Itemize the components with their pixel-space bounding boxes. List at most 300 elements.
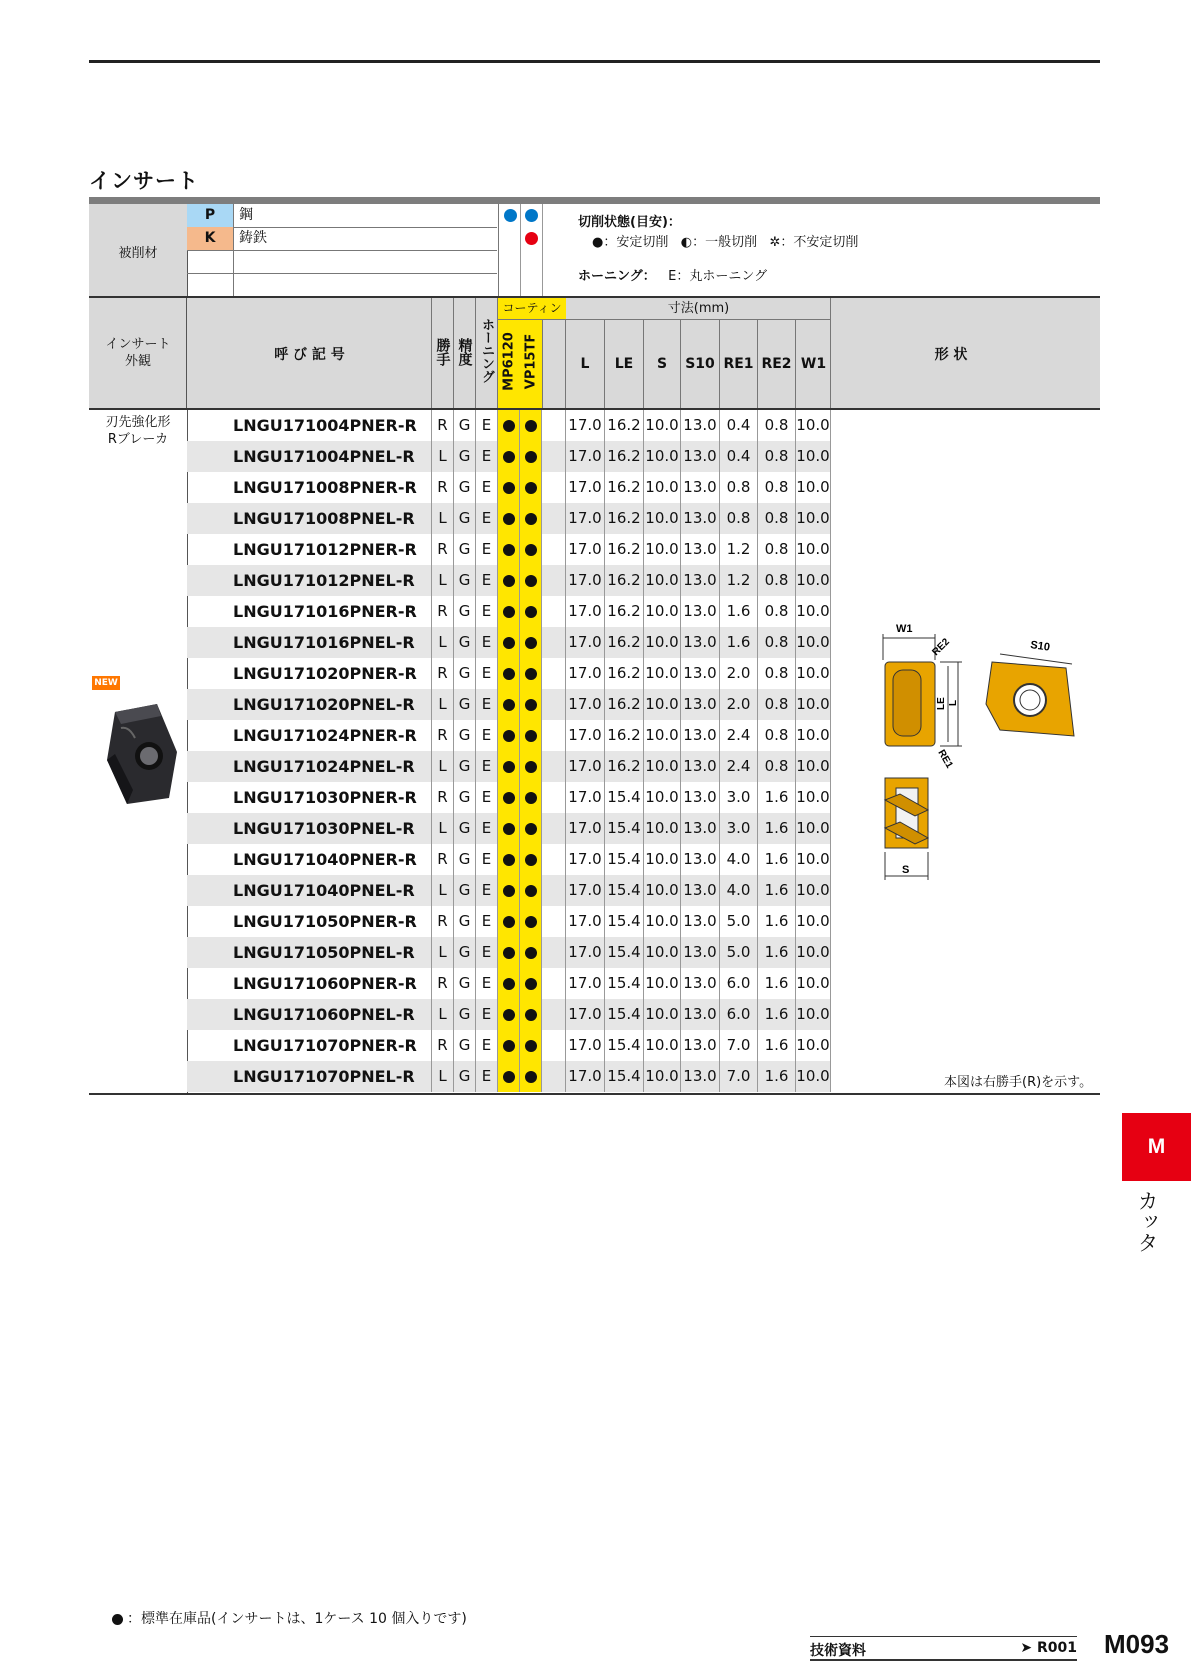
header-dim-re2: RE2 bbox=[758, 320, 796, 408]
cell-s10: 13.0 bbox=[681, 472, 720, 503]
empty-cell bbox=[542, 596, 566, 627]
cell-hon: E bbox=[476, 999, 498, 1030]
cell-w1: 10.0 bbox=[796, 906, 831, 937]
cell-w1: 10.0 bbox=[796, 999, 831, 1030]
cell-re1: 2.4 bbox=[720, 751, 758, 782]
stock-dot-icon bbox=[503, 513, 515, 525]
material-row-empty bbox=[187, 250, 497, 274]
cell-w1: 10.0 bbox=[796, 689, 831, 720]
stock-dot-icon bbox=[525, 482, 537, 494]
label-le: LE bbox=[936, 697, 947, 710]
stock-dot-cell bbox=[498, 689, 520, 720]
insert-designation: LNGU171016PNER-R bbox=[187, 596, 432, 627]
cell-le: 16.2 bbox=[605, 627, 644, 658]
header-dim-le: LE bbox=[605, 320, 644, 408]
cell-s10: 13.0 bbox=[681, 503, 720, 534]
cell-s10: 13.0 bbox=[681, 596, 720, 627]
cutting-condition-title: 切削状態(目安)： bbox=[578, 215, 681, 230]
cell-re2: 0.8 bbox=[758, 627, 796, 658]
table-row bbox=[187, 1030, 843, 1061]
cell-s: 10.0 bbox=[644, 906, 681, 937]
section-tab-letter[interactable]: M bbox=[1122, 1113, 1191, 1181]
table-row bbox=[187, 875, 843, 906]
stock-dot-cell bbox=[498, 410, 520, 441]
section-title: インサート bbox=[89, 169, 199, 193]
header-grade2-label: VP15TF bbox=[523, 333, 539, 390]
stock-dot-cell bbox=[520, 627, 542, 658]
side-view-drawing bbox=[885, 778, 928, 880]
stock-dot-cell bbox=[498, 782, 520, 813]
stock-dot-cell bbox=[498, 937, 520, 968]
cell-l: 17.0 bbox=[566, 658, 605, 689]
cell-l: 17.0 bbox=[566, 1061, 605, 1092]
cell-acc: G bbox=[454, 472, 476, 503]
cell-hon: E bbox=[476, 875, 498, 906]
empty-cell bbox=[542, 565, 566, 596]
cell-s10: 13.0 bbox=[681, 410, 720, 441]
insert-designation: LNGU171070PNEL-R bbox=[187, 1061, 432, 1092]
cell-hand: L bbox=[432, 565, 454, 596]
cell-s10: 13.0 bbox=[681, 441, 720, 472]
cell-hand: L bbox=[432, 689, 454, 720]
cell-acc: G bbox=[454, 875, 476, 906]
cell-re2: 0.8 bbox=[758, 720, 796, 751]
cell-acc: G bbox=[454, 503, 476, 534]
cell-hand: R bbox=[432, 658, 454, 689]
stock-dot-cell bbox=[520, 720, 542, 751]
cell-s10: 13.0 bbox=[681, 782, 720, 813]
cell-hon: E bbox=[476, 534, 498, 565]
header-insert-appearance-label: インサート 外観 bbox=[105, 337, 171, 369]
stock-dot-cell bbox=[520, 906, 542, 937]
cutting-condition-legend bbox=[578, 213, 858, 287]
empty-cell bbox=[542, 627, 566, 658]
stock-dot-cell bbox=[498, 968, 520, 999]
header-designation bbox=[187, 298, 432, 408]
cell-acc: G bbox=[454, 627, 476, 658]
stock-dot-cell bbox=[520, 472, 542, 503]
cell-s10: 13.0 bbox=[681, 565, 720, 596]
cell-re1: 3.0 bbox=[720, 813, 758, 844]
cell-acc: G bbox=[454, 565, 476, 596]
empty-cell bbox=[542, 1061, 566, 1092]
cell-acc: G bbox=[454, 596, 476, 627]
header-designation-label: 呼 び 記 号 bbox=[274, 347, 345, 363]
table-row bbox=[187, 596, 843, 627]
header-grade2-cell bbox=[520, 320, 543, 408]
table-header bbox=[89, 298, 1100, 408]
cell-hon: E bbox=[476, 596, 498, 627]
cell-s: 10.0 bbox=[644, 1030, 681, 1061]
stock-dot-cell bbox=[520, 1061, 542, 1092]
table-row bbox=[187, 782, 843, 813]
cell-re2: 1.6 bbox=[758, 999, 796, 1030]
cell-l: 17.0 bbox=[566, 968, 605, 999]
cell-hon: E bbox=[476, 813, 498, 844]
stock-dot-icon bbox=[503, 451, 515, 463]
stock-dot-icon bbox=[525, 730, 537, 742]
table-row bbox=[187, 1061, 843, 1092]
stock-dot-icon bbox=[525, 451, 537, 463]
tech-reference-link[interactable]: ➤ R001 bbox=[1020, 1640, 1077, 1656]
cell-le: 16.2 bbox=[605, 534, 644, 565]
stock-dot-icon bbox=[503, 823, 515, 835]
cell-hon: E bbox=[476, 751, 498, 782]
table-row bbox=[187, 844, 843, 875]
cell-re1: 5.0 bbox=[720, 937, 758, 968]
stock-dot-cell bbox=[520, 441, 542, 472]
material-code-k: K bbox=[187, 227, 234, 250]
insert-designation: LNGU171024PNER-R bbox=[187, 720, 432, 751]
empty-cell bbox=[542, 689, 566, 720]
cell-hand: R bbox=[432, 472, 454, 503]
cell-re2: 0.8 bbox=[758, 441, 796, 472]
header-coating bbox=[498, 298, 566, 408]
cell-acc: G bbox=[454, 720, 476, 751]
stock-dot-icon bbox=[503, 699, 515, 711]
cell-le: 15.4 bbox=[605, 906, 644, 937]
cell-hon: E bbox=[476, 565, 498, 596]
cell-re1: 6.0 bbox=[720, 968, 758, 999]
cell-w1: 10.0 bbox=[796, 720, 831, 751]
header-dimensions-label: 寸法(mm) bbox=[566, 298, 831, 320]
work-material-rows bbox=[187, 204, 497, 296]
insert-designation: LNGU171070PNER-R bbox=[187, 1030, 432, 1061]
cell-re2: 0.8 bbox=[758, 596, 796, 627]
cell-w1: 10.0 bbox=[796, 565, 831, 596]
cell-le: 15.4 bbox=[605, 813, 644, 844]
cell-s: 10.0 bbox=[644, 844, 681, 875]
cell-acc: G bbox=[454, 813, 476, 844]
header-coating-label: コーティン bbox=[498, 298, 566, 320]
cell-l: 17.0 bbox=[566, 565, 605, 596]
header-dim-re1: RE1 bbox=[720, 320, 758, 408]
insert-designation: LNGU171030PNEL-R bbox=[187, 813, 432, 844]
empty-cell bbox=[542, 844, 566, 875]
table-row bbox=[187, 410, 843, 441]
cell-re1: 3.0 bbox=[720, 782, 758, 813]
cell-hand: R bbox=[432, 720, 454, 751]
cell-s10: 13.0 bbox=[681, 937, 720, 968]
stock-dot-cell bbox=[520, 875, 542, 906]
stock-dot-icon bbox=[503, 947, 515, 959]
cell-le: 16.2 bbox=[605, 472, 644, 503]
stock-dot-icon bbox=[525, 420, 537, 432]
cell-s10: 13.0 bbox=[681, 844, 720, 875]
stock-dot-cell bbox=[498, 844, 520, 875]
cell-acc: G bbox=[454, 906, 476, 937]
cell-acc: G bbox=[454, 782, 476, 813]
cell-re2: 0.8 bbox=[758, 472, 796, 503]
stock-dot-cell bbox=[498, 1061, 520, 1092]
stock-dot-cell bbox=[520, 689, 542, 720]
cell-w1: 10.0 bbox=[796, 1030, 831, 1061]
empty-cell bbox=[542, 472, 566, 503]
stock-dot-icon bbox=[503, 606, 515, 618]
table-row bbox=[187, 999, 843, 1030]
cell-acc: G bbox=[454, 410, 476, 441]
material-code-empty bbox=[187, 250, 234, 273]
empty-cell bbox=[542, 937, 566, 968]
cell-hand: L bbox=[432, 751, 454, 782]
header-accuracy bbox=[454, 298, 476, 408]
cell-re1: 4.0 bbox=[720, 875, 758, 906]
cell-le: 16.2 bbox=[605, 503, 644, 534]
insert-designation: LNGU171020PNEL-R bbox=[187, 689, 432, 720]
cell-acc: G bbox=[454, 689, 476, 720]
cell-le: 15.4 bbox=[605, 844, 644, 875]
cell-s: 10.0 bbox=[644, 1061, 681, 1092]
stock-dot-icon bbox=[503, 1040, 515, 1052]
stock-dot-cell bbox=[498, 813, 520, 844]
cell-hon: E bbox=[476, 720, 498, 751]
stock-dot-cell bbox=[498, 565, 520, 596]
divider bbox=[520, 204, 521, 296]
cell-s: 10.0 bbox=[644, 472, 681, 503]
tech-reference bbox=[810, 1636, 1077, 1660]
stock-dot-icon bbox=[525, 978, 537, 990]
cell-l: 17.0 bbox=[566, 875, 605, 906]
cell-w1: 10.0 bbox=[796, 627, 831, 658]
cell-l: 17.0 bbox=[566, 596, 605, 627]
insert-designation: LNGU171012PNER-R bbox=[187, 534, 432, 565]
stock-dot-cell bbox=[520, 782, 542, 813]
cell-acc: G bbox=[454, 534, 476, 565]
cell-re2: 1.6 bbox=[758, 813, 796, 844]
stock-dot-icon bbox=[503, 978, 515, 990]
cell-hon: E bbox=[476, 844, 498, 875]
table-row bbox=[187, 906, 843, 937]
cell-le: 15.4 bbox=[605, 968, 644, 999]
table-bottom-rule bbox=[89, 1093, 1100, 1095]
empty-cell bbox=[542, 751, 566, 782]
cell-le: 15.4 bbox=[605, 937, 644, 968]
insert-designation: LNGU171040PNER-R bbox=[187, 844, 432, 875]
cell-w1: 10.0 bbox=[796, 503, 831, 534]
cell-re1: 0.8 bbox=[720, 503, 758, 534]
stock-dot-icon bbox=[503, 761, 515, 773]
cell-re2: 1.6 bbox=[758, 937, 796, 968]
cell-l: 17.0 bbox=[566, 503, 605, 534]
cell-re1: 1.6 bbox=[720, 627, 758, 658]
material-name-cast-iron: 鋳鉄 bbox=[239, 230, 267, 246]
cell-s10: 13.0 bbox=[681, 1061, 720, 1092]
empty-cell bbox=[542, 875, 566, 906]
empty-cell bbox=[542, 441, 566, 472]
cell-le: 16.2 bbox=[605, 441, 644, 472]
header-hand bbox=[432, 298, 454, 408]
cell-hon: E bbox=[476, 410, 498, 441]
cell-s10: 13.0 bbox=[681, 968, 720, 999]
cell-w1: 10.0 bbox=[796, 782, 831, 813]
cell-s: 10.0 bbox=[644, 782, 681, 813]
cell-s10: 13.0 bbox=[681, 906, 720, 937]
insert-designation: LNGU171050PNER-R bbox=[187, 906, 432, 937]
stock-dot-cell bbox=[520, 596, 542, 627]
cell-hand: L bbox=[432, 875, 454, 906]
stock-dot-icon bbox=[112, 1614, 123, 1625]
cell-l: 17.0 bbox=[566, 534, 605, 565]
header-grade1-label: MP6120 bbox=[501, 332, 517, 391]
cell-w1: 10.0 bbox=[796, 441, 831, 472]
cell-l: 17.0 bbox=[566, 627, 605, 658]
front-view-drawing bbox=[883, 623, 962, 771]
cell-s: 10.0 bbox=[644, 441, 681, 472]
stock-dot-icon bbox=[503, 1071, 515, 1083]
cell-hon: E bbox=[476, 1030, 498, 1061]
stock-dot-icon bbox=[525, 637, 537, 649]
insert-photo bbox=[99, 698, 181, 810]
cell-s: 10.0 bbox=[644, 658, 681, 689]
label-s10: S10 bbox=[1029, 639, 1051, 654]
cell-hand: R bbox=[432, 534, 454, 565]
table-row bbox=[187, 720, 843, 751]
cell-hand: R bbox=[432, 906, 454, 937]
cell-hon: E bbox=[476, 1061, 498, 1092]
stock-dot-icon bbox=[525, 916, 537, 928]
stock-dot-icon bbox=[525, 947, 537, 959]
header-accuracy-label: 精度 bbox=[456, 338, 473, 366]
cutting-condition-icons bbox=[498, 204, 567, 296]
cell-re2: 1.6 bbox=[758, 875, 796, 906]
cell-acc: G bbox=[454, 968, 476, 999]
cell-acc: G bbox=[454, 441, 476, 472]
section-tab-label: カッタ bbox=[1135, 1190, 1159, 1253]
cell-w1: 10.0 bbox=[796, 1061, 831, 1092]
cell-l: 17.0 bbox=[566, 999, 605, 1030]
legend-unstable: ✲：不安定切削 bbox=[769, 235, 859, 250]
stock-dot-cell bbox=[520, 503, 542, 534]
cell-s: 10.0 bbox=[644, 968, 681, 999]
insert-designation: LNGU171024PNEL-R bbox=[187, 751, 432, 782]
table-row bbox=[187, 751, 843, 782]
stock-dot-cell bbox=[498, 596, 520, 627]
cell-re1: 1.2 bbox=[720, 534, 758, 565]
table-row bbox=[187, 658, 843, 689]
general-cut-blue-icon bbox=[525, 209, 538, 222]
title-bar bbox=[89, 197, 1100, 204]
cell-re2: 1.6 bbox=[758, 844, 796, 875]
stock-dot-cell bbox=[498, 658, 520, 689]
cell-s: 10.0 bbox=[644, 751, 681, 782]
stock-dot-cell bbox=[520, 1030, 542, 1061]
header-shape-label: 形 状 bbox=[934, 347, 968, 363]
stock-dot-cell bbox=[520, 968, 542, 999]
legend-general: ◐：一般切削 bbox=[680, 235, 758, 250]
stock-dot-icon bbox=[503, 575, 515, 587]
cell-s: 10.0 bbox=[644, 565, 681, 596]
cell-w1: 10.0 bbox=[796, 472, 831, 503]
empty-cell bbox=[542, 720, 566, 751]
empty-cell bbox=[542, 410, 566, 441]
cell-re1: 6.0 bbox=[720, 999, 758, 1030]
cell-l: 17.0 bbox=[566, 410, 605, 441]
header-dim-s: S bbox=[644, 320, 681, 408]
empty-cell bbox=[542, 782, 566, 813]
stock-dot-cell bbox=[520, 658, 542, 689]
cell-w1: 10.0 bbox=[796, 534, 831, 565]
cell-hon: E bbox=[476, 472, 498, 503]
cell-hand: R bbox=[432, 782, 454, 813]
cell-hand: L bbox=[432, 999, 454, 1030]
cell-s10: 13.0 bbox=[681, 689, 720, 720]
cell-acc: G bbox=[454, 1061, 476, 1092]
cell-l: 17.0 bbox=[566, 1030, 605, 1061]
cell-re2: 1.6 bbox=[758, 1061, 796, 1092]
stock-dot-icon bbox=[525, 575, 537, 587]
cell-hand: R bbox=[432, 844, 454, 875]
empty-cell bbox=[542, 906, 566, 937]
cell-hand: R bbox=[432, 410, 454, 441]
empty-cell bbox=[542, 534, 566, 565]
cell-hand: R bbox=[432, 596, 454, 627]
cell-s: 10.0 bbox=[644, 627, 681, 658]
cell-l: 17.0 bbox=[566, 472, 605, 503]
top-view-drawing bbox=[986, 639, 1074, 736]
cell-le: 16.2 bbox=[605, 720, 644, 751]
cell-w1: 10.0 bbox=[796, 844, 831, 875]
cell-l: 17.0 bbox=[566, 937, 605, 968]
label-re1: RE1 bbox=[935, 748, 955, 771]
cell-s10: 13.0 bbox=[681, 627, 720, 658]
stock-dot-icon bbox=[503, 792, 515, 804]
empty-cell bbox=[542, 1030, 566, 1061]
cell-re2: 1.6 bbox=[758, 968, 796, 999]
header-dim-l: L bbox=[566, 320, 605, 408]
cell-acc: G bbox=[454, 937, 476, 968]
cell-w1: 10.0 bbox=[796, 751, 831, 782]
stock-dot-icon bbox=[525, 1071, 537, 1083]
stock-dot-icon bbox=[503, 885, 515, 897]
cell-acc: G bbox=[454, 751, 476, 782]
empty-cell bbox=[542, 968, 566, 999]
cell-hand: L bbox=[432, 441, 454, 472]
cell-hand: L bbox=[432, 627, 454, 658]
cell-re1: 2.4 bbox=[720, 720, 758, 751]
stock-dot-icon bbox=[525, 699, 537, 711]
cell-le: 16.2 bbox=[605, 689, 644, 720]
cell-re1: 7.0 bbox=[720, 1061, 758, 1092]
table-row bbox=[187, 503, 843, 534]
table-row bbox=[187, 565, 843, 596]
cell-hon: E bbox=[476, 627, 498, 658]
stock-dot-icon bbox=[525, 885, 537, 897]
cell-re1: 5.0 bbox=[720, 906, 758, 937]
cell-re1: 4.0 bbox=[720, 844, 758, 875]
cell-le: 16.2 bbox=[605, 596, 644, 627]
general-cut-red-icon bbox=[525, 232, 538, 245]
cell-s10: 13.0 bbox=[681, 751, 720, 782]
stock-dot-icon bbox=[525, 606, 537, 618]
cell-s: 10.0 bbox=[644, 596, 681, 627]
cell-le: 15.4 bbox=[605, 1030, 644, 1061]
cell-w1: 10.0 bbox=[796, 596, 831, 627]
stock-dot-icon bbox=[503, 544, 515, 556]
cell-s: 10.0 bbox=[644, 813, 681, 844]
cell-s: 10.0 bbox=[644, 410, 681, 441]
header-honing-label: ホーニング bbox=[479, 318, 494, 383]
cell-s: 10.0 bbox=[644, 999, 681, 1030]
stock-dot-cell bbox=[520, 751, 542, 782]
cell-s10: 13.0 bbox=[681, 1030, 720, 1061]
cell-re2: 0.8 bbox=[758, 410, 796, 441]
stock-dot-icon bbox=[503, 637, 515, 649]
shape-note: 本図は右勝手(R)を示す。 bbox=[944, 1075, 1093, 1090]
stock-dot-cell bbox=[520, 534, 542, 565]
cell-w1: 10.0 bbox=[796, 410, 831, 441]
stock-dot-icon bbox=[503, 730, 515, 742]
stock-dot-icon bbox=[525, 792, 537, 804]
